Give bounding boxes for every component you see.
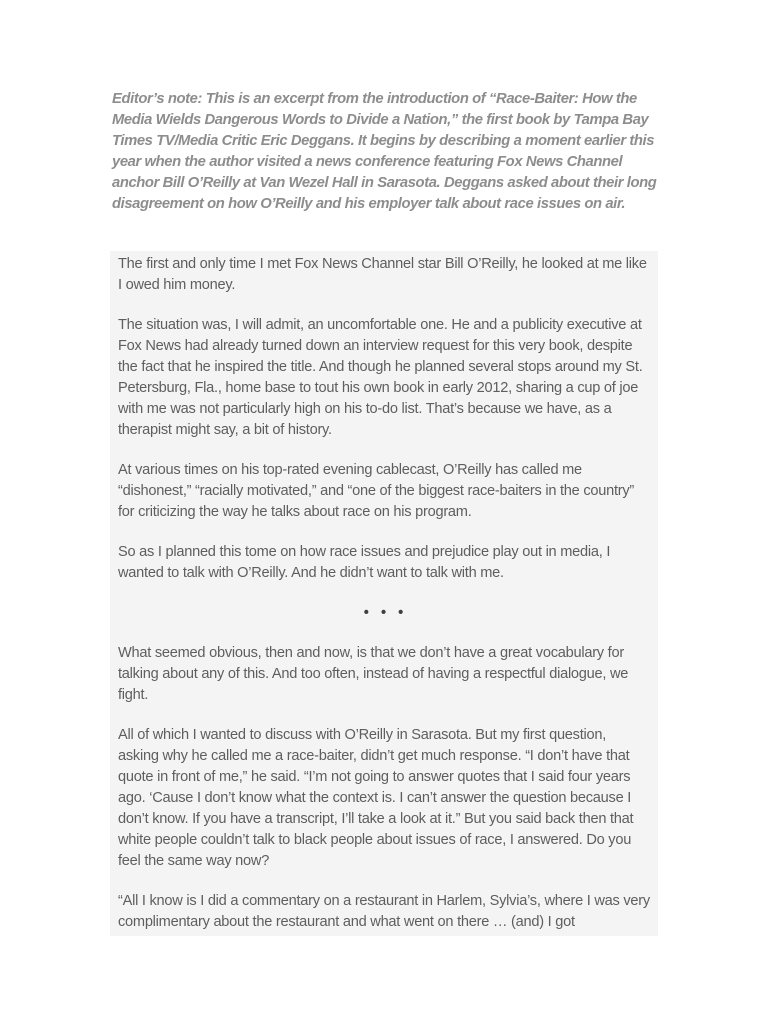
paragraph-5: What seemed obvious, then and now, is that we don’t have a great vocabulary for talking about any of this. And too often, instead of having a respectful dialogue, we fight. [118,645,629,703]
paragraph-3: At various times on his top-rated evening cablecast, O’Reilly has called me “dishonest,” “racially motivated,” and “one of the biggest race-baiters in the country” for criticizing the way he talks about race on his program. [118,462,635,520]
editor-note: Editor’s note: This is an excerpt from the introduction of “Race-Baiter: How the Media Wields Dangerous Words to Divide a Nation,” the first book by Tampa Bay Times TV/Media Critic Eric Deggans. It begins by describing a moment earlier this year when the author visited a news conference featuring Fox News Channel anchor Bill O’Reilly at Van Wezel Hall in Sarasota. Deggans asked about their long disagreement on how O’Reilly and his employer talk about race issues on air. [112,91,657,212]
paragraph-7: “All I know is I did a commentary on a restaurant in Harlem, Sylvia’s, where I was very complimentary about the restaurant and what went on there … (and) I got [118,893,650,930]
paragraph-6: All of which I wanted to discuss with O’Reilly in Sarasota. But my first question, asking why he called me a race-baiter, didn’t get much response. “I don’t have that quote in front of me,” he said. “I’m not going to answer quotes that I said four years ago. ‘Cause I don’t know what the context is. I can’t answer the question because I don’t know. If you have a transcript, I’ll take a look at it.” But you said back then that white people couldn’t talk to black people about issues of race, I answered. Do you feel the same way now? [118,727,634,869]
paragraph-2: The situation was, I will admit, an uncomfortable one. He and a publicity executive at Fox News had already turned down an interview request for this very book, despite the fact that he inspired the title. And though he planned several stops around my St. Petersburg, Fla., home base to tout his own book in early 2012, sharing a cup of joe with me was not particularly high on his to-do list. That’s because we have, as a therapist might say, a bit of history. [118,317,643,438]
section-break-dots: • • • [363,605,405,621]
paragraph-1: The first and only time I met Fox News Channel star Bill O’Reilly, he looked at me like I owed him money. [118,256,647,293]
paragraph-4: So as I planned this tome on how race issues and prejudice play out in media, I wanted to talk with O’Reilly. And he didn’t want to talk with me. [118,544,611,581]
article-body [110,251,658,936]
